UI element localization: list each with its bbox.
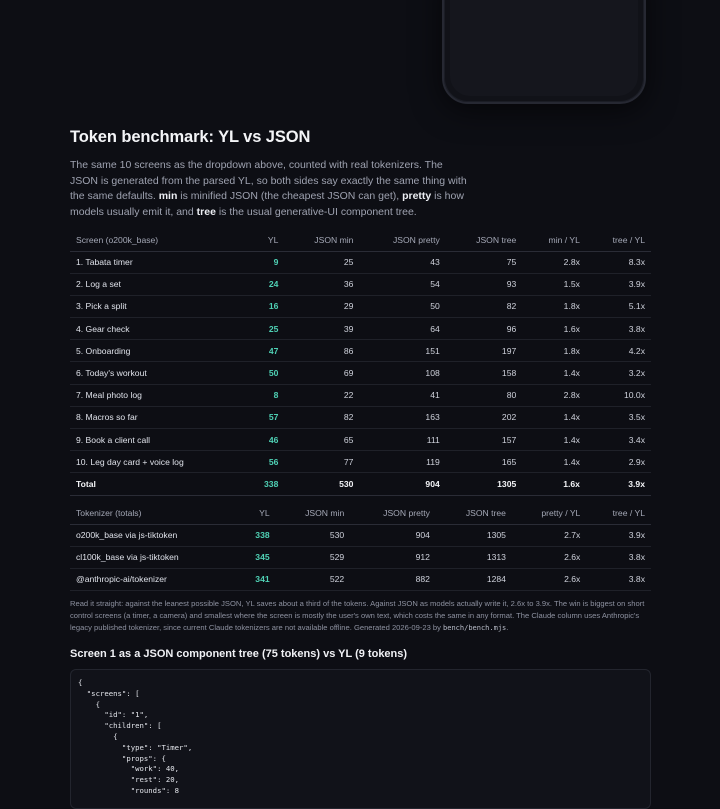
row-label: 10. Leg day card + voice log (70, 451, 246, 473)
table-row (70, 340, 651, 362)
cell-value: 1305 (436, 524, 512, 546)
cell-value: 39 (284, 318, 359, 340)
intro-term-min: min (158, 190, 178, 203)
cell-value: 43 (359, 251, 445, 273)
cell-value: 25 (284, 251, 359, 273)
cell-value: 65 (284, 429, 359, 451)
cell-value: 16 (246, 295, 285, 317)
col-header: JSON min (276, 502, 351, 524)
cell-value: 1.6x (522, 473, 586, 495)
cell-value: 47 (246, 340, 285, 362)
cell-value: 50 (246, 362, 285, 384)
cell-value: 2.8x (522, 251, 586, 273)
intro-paragraph (70, 158, 470, 220)
cell-value: 86 (284, 340, 359, 362)
cell-value: 882 (350, 568, 436, 590)
cell-value: 904 (350, 524, 436, 546)
cell-value: 345 (237, 546, 275, 568)
cell-value: 119 (359, 451, 445, 473)
cell-value: 75 (446, 251, 523, 273)
cell-value: 3.5x (586, 406, 651, 428)
note-text: Read it straight: against the leanest possible JSON, YL saves about a third of the tokens. Against JSON as models actually write it, 2.6x to 3.9x. The win is biggest on short control screens (a timer, a camera) and smallest where the screen is mostly the user's own text, which costs the same in any format. The Claude column uses Anthropic's legacy published tokenizer, since current Claude tokenizers are not available offline. Generated 2026-09-23 by (70, 599, 645, 632)
code-line: "rest": 20, (78, 775, 180, 785)
cell-value: 82 (284, 406, 359, 428)
code-line: "children": [ (78, 721, 162, 731)
cell-value: 904 (359, 473, 445, 495)
cell-value: 108 (359, 362, 445, 384)
cell-value: 2.7x (512, 524, 586, 546)
cell-value: 80 (446, 384, 523, 406)
cell-value: 96 (446, 318, 523, 340)
tokenizer-table-header (70, 502, 651, 524)
cell-value: 3.8x (586, 546, 651, 568)
cell-value: 93 (446, 273, 523, 295)
cell-value: 69 (284, 362, 359, 384)
cell-value: 57 (246, 406, 285, 428)
cell-value: 2.8x (522, 384, 586, 406)
row-label: @anthropic-ai/tokenizer (70, 568, 237, 590)
cell-value: 1.5x (522, 273, 586, 295)
note-code-path: bench/bench.mjs (443, 624, 507, 632)
col-header: JSON pretty (350, 502, 436, 524)
row-label: 7. Meal photo log (70, 384, 246, 406)
col-header: min / YL (522, 229, 586, 251)
cell-value: 163 (359, 406, 445, 428)
cell-value: 151 (359, 340, 445, 362)
row-label: o200k_base via js-tiktoken (70, 524, 237, 546)
tokenizer-table (70, 502, 651, 591)
cell-value: 1.4x (522, 451, 586, 473)
cell-value: 5.1x (586, 295, 651, 317)
row-label: 3. Pick a split (70, 295, 246, 317)
table-row (70, 318, 651, 340)
table-row (70, 568, 651, 590)
cell-value: 36 (284, 273, 359, 295)
cell-value: 56 (246, 451, 285, 473)
row-label: 1. Tabata timer (70, 251, 246, 273)
col-header: Tokenizer (totals) (70, 502, 237, 524)
row-label: 5. Onboarding (70, 340, 246, 362)
cell-value: 1.8x (522, 295, 586, 317)
table-row (70, 384, 651, 406)
cell-value: 4.2x (586, 340, 651, 362)
cell-value: 3.9x (586, 273, 651, 295)
code-line: "work": 40, (78, 764, 180, 774)
note-end: . (506, 623, 509, 632)
cell-value: 912 (350, 546, 436, 568)
row-label: Total (70, 473, 246, 495)
table-row (70, 429, 651, 451)
cell-value: 82 (446, 295, 523, 317)
code-line: { (78, 678, 83, 687)
code-line: "props": { (78, 753, 166, 763)
cell-value: 1.4x (522, 429, 586, 451)
intro-term-tree: tree (196, 205, 216, 218)
benchmark-note (70, 598, 652, 634)
table-row (70, 273, 651, 295)
cell-value: 3.8x (586, 568, 651, 590)
cell-value: 529 (276, 546, 351, 568)
cell-value: 3.8x (586, 318, 651, 340)
cell-value: 77 (284, 451, 359, 473)
cell-value: 29 (284, 295, 359, 317)
col-header: JSON pretty (359, 229, 445, 251)
cell-value: 522 (276, 568, 351, 590)
cell-value: 1.8x (522, 340, 586, 362)
cell-value: 3.2x (586, 362, 651, 384)
cell-value: 530 (276, 524, 351, 546)
row-label: cl100k_base via js-tiktoken (70, 546, 237, 568)
intro-term-pretty: pretty (402, 190, 432, 203)
row-label: 9. Book a client call (70, 429, 246, 451)
cell-value: 341 (237, 568, 275, 590)
intro-text-1: The same 10 screens as the dropdown above, counted with real tokenizers. The JSON is generated from the parsed YL, so both sides say exactly the same thing with the same defaults. (70, 159, 467, 203)
cell-value: 10.0x (586, 384, 651, 406)
cell-value: 2.6x (512, 568, 586, 590)
cell-value: 157 (446, 429, 523, 451)
cell-value: 25 (246, 318, 285, 340)
table-row (70, 546, 651, 568)
code-line: "rounds": 8 (78, 785, 180, 795)
table-row (70, 362, 651, 384)
cell-value: 54 (359, 273, 445, 295)
cell-value: 1313 (436, 546, 512, 568)
cell-value: 50 (359, 295, 445, 317)
total-row (70, 473, 651, 495)
col-header: tree / YL (586, 229, 651, 251)
cell-value: 3.4x (586, 429, 651, 451)
code-line: "id": "1", (78, 710, 149, 720)
col-header: YL (237, 502, 275, 524)
table-row (70, 524, 651, 546)
code-line: "type": "Timer", (78, 742, 193, 752)
cell-value: 1.4x (522, 406, 586, 428)
code-line: { (78, 731, 118, 741)
cell-value: 64 (359, 318, 445, 340)
cell-value: 46 (246, 429, 285, 451)
cell-value: 338 (237, 524, 275, 546)
cell-value: 9 (246, 251, 285, 273)
screens-table (70, 229, 651, 496)
cell-value: 8 (246, 384, 285, 406)
cell-value: 2.9x (586, 451, 651, 473)
cell-value: 202 (446, 406, 523, 428)
cell-value: 158 (446, 362, 523, 384)
json-code (78, 678, 650, 797)
table-row (70, 295, 651, 317)
phone-preview-frame (442, 0, 646, 104)
cell-value: 3.9x (586, 524, 651, 546)
cell-value: 41 (359, 384, 445, 406)
intro-text-4: is the usual generative-UI component tree. (215, 205, 417, 218)
code-line: { (78, 699, 100, 709)
col-header: YL (246, 229, 285, 251)
col-header: JSON tree (436, 502, 512, 524)
cell-value: 1.6x (522, 318, 586, 340)
cell-value: 1284 (436, 568, 512, 590)
cell-value: 530 (284, 473, 359, 495)
col-header: JSON min (284, 229, 359, 251)
col-header: JSON tree (446, 229, 523, 251)
comparison-title: Screen 1 as a JSON component tree (75 tokens) vs YL (9 tokens) (70, 648, 408, 660)
cell-value: 24 (246, 273, 285, 295)
row-label: 6. Today's workout (70, 362, 246, 384)
code-line: "screens": [ (78, 688, 140, 698)
intro-text-3: is how models usually emit it, and (70, 190, 464, 218)
table-row (70, 406, 651, 428)
cell-value: 3.9x (586, 473, 651, 495)
cell-value: 1305 (446, 473, 523, 495)
table-row (70, 251, 651, 273)
screens-table-header (70, 229, 651, 251)
col-header: pretty / YL (512, 502, 586, 524)
json-code-block (70, 669, 651, 809)
phone-preview-screen (450, 0, 638, 96)
intro-text-2: is minified JSON (the cheapest JSON can get), (177, 190, 403, 203)
cell-value: 2.6x (512, 546, 586, 568)
cell-value: 338 (246, 473, 285, 495)
cell-value: 1.4x (522, 362, 586, 384)
col-header: tree / YL (586, 502, 651, 524)
cell-value: 111 (359, 429, 445, 451)
table-row (70, 451, 651, 473)
cell-value: 22 (284, 384, 359, 406)
col-header: Screen (o200k_base) (70, 229, 246, 251)
row-label: 8. Macros so far (70, 406, 246, 428)
cell-value: 8.3x (586, 251, 651, 273)
page-title: Token benchmark: YL vs JSON (70, 128, 311, 146)
cell-value: 165 (446, 451, 523, 473)
row-label: 2. Log a set (70, 273, 246, 295)
cell-value: 197 (446, 340, 523, 362)
row-label: 4. Gear check (70, 318, 246, 340)
